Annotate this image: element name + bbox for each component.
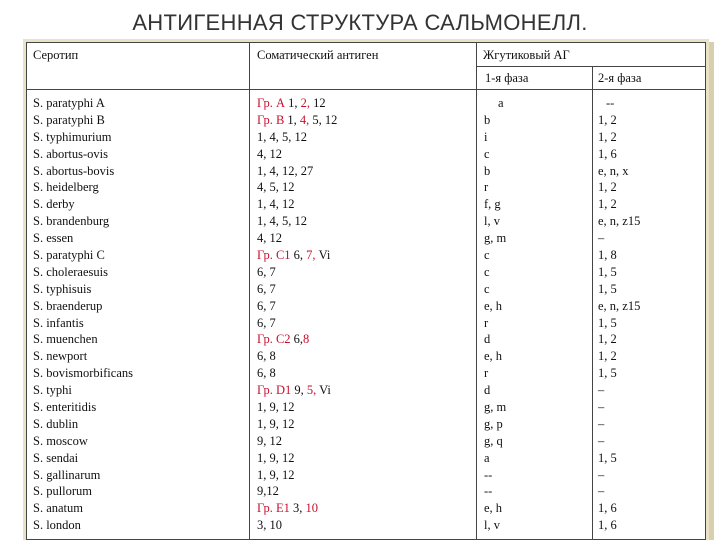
somatic-cell (257, 416, 337, 433)
phase2-cell: e, n, x (598, 163, 629, 178)
serotype-cell: S. braenderup (33, 298, 103, 313)
group-label: 5, (306, 383, 320, 398)
phase1-cell: c (484, 264, 490, 279)
col-divider-2 (476, 43, 477, 539)
antigen-value: 6, (293, 332, 304, 347)
group-label: 2, (300, 96, 314, 110)
phase1-cell: c (484, 281, 490, 296)
somatic-cell (257, 247, 337, 264)
antigen-value: 12 (313, 96, 326, 110)
phase1-cell: c (484, 146, 490, 161)
somatic-cell (257, 365, 337, 382)
phase1-cell: a (498, 96, 504, 110)
phase1-cell: d (484, 383, 491, 398)
antigen-value: 6, 8 (257, 349, 276, 364)
serotype-column (33, 95, 133, 534)
antigen-value: 6, 7 (257, 264, 276, 279)
phase2-cell: e, n, z15 (598, 298, 641, 313)
page-title: АНТИГЕННАЯ СТРУКТУРА САЛЬМОНЕЛЛ. (132, 10, 588, 35)
group-label: 4, (299, 112, 313, 127)
antigen-value: 1, 4, 5, 12 (257, 214, 307, 229)
phase1-cell: g, p (484, 416, 503, 431)
somatic-cell (257, 315, 337, 332)
serotype-cell: S. typhisuis (33, 281, 92, 296)
phase2-cell: – (598, 416, 605, 431)
phase2-cell: 1, 5 (598, 366, 617, 381)
antigen-value: 1, 9, 12 (257, 450, 295, 465)
serotype-cell: S. infantis (33, 315, 84, 330)
group-label: Гр. Е1 (257, 501, 293, 516)
antigen-value: 6, 8 (257, 366, 276, 381)
row-divider-header (27, 89, 705, 90)
somatic-column (257, 95, 337, 534)
phase1-cell: i (484, 129, 488, 144)
serotype-cell: S. pullorum (33, 484, 93, 499)
phase2-cell: 1, 5 (598, 315, 617, 330)
serotype-cell: S. abortus-ovis (33, 146, 108, 161)
header-somatic: Соматический антиген (257, 48, 379, 62)
serotype-cell: S. paratyphi B (33, 112, 105, 127)
phase1-column (484, 95, 506, 534)
antigen-value: 5, 12 (312, 112, 338, 127)
serotype-cell: S. abortus-bovis (33, 163, 115, 178)
somatic-cell (257, 281, 337, 298)
somatic-cell (257, 129, 337, 146)
antigen-value: 3, 10 (257, 518, 282, 533)
somatic-cell (257, 298, 337, 315)
serotype-cell: S. essen (33, 231, 74, 246)
antigen-value: Vi (319, 383, 331, 398)
somatic-cell (257, 95, 337, 112)
phase2-cell: 1, 2 (598, 197, 617, 212)
antigen-value: 6, (293, 248, 307, 263)
antigen-value: 9,12 (257, 484, 279, 499)
phase1-cell: e, h (484, 349, 503, 364)
somatic-cell (257, 264, 337, 281)
antigen-table (26, 42, 706, 540)
group-label: 8 (303, 332, 310, 347)
phase1-cell: g, m (484, 231, 507, 246)
serotype-cell: S. moscow (33, 433, 88, 448)
antigen-value: 9, 12 (257, 433, 282, 448)
phase2-cell: 1, 2 (598, 180, 617, 195)
phase1-cell: l, v (484, 518, 500, 533)
antigen-value: 4, 12 (257, 146, 282, 161)
antigen-value: 9, (294, 383, 307, 398)
phase2-cell: 1, 8 (598, 248, 617, 263)
somatic-cell (257, 500, 337, 517)
somatic-cell (257, 467, 337, 484)
antigen-value: 1, 4, 12, 27 (257, 163, 314, 178)
phase1-cell: f, g (484, 197, 501, 212)
group-label: 10 (305, 501, 318, 516)
phase2-cell: – (598, 433, 605, 448)
antigen-value: 1, 9, 12 (257, 416, 295, 431)
somatic-cell (257, 483, 337, 500)
col-divider-3 (592, 66, 593, 539)
phase2-cell: 1, 5 (598, 281, 617, 296)
serotype-cell: S. bovismorbificans (33, 366, 133, 381)
phase1-cell: c (484, 248, 490, 263)
phase2-cell: -- (606, 96, 615, 110)
serotype-cell: S. typhimurium (33, 129, 112, 144)
antigen-value: 3, (292, 501, 306, 516)
serotype-cell: S. dublin (33, 416, 79, 431)
phase1-cell: b (484, 112, 491, 127)
somatic-cell (257, 196, 337, 213)
antigen-value: 1, 9, 12 (257, 400, 295, 415)
phase1-cell: a (484, 450, 490, 465)
somatic-cell (257, 348, 337, 365)
somatic-cell (257, 433, 337, 450)
group-label: 7, (306, 248, 319, 263)
antigen-value: 6, 7 (257, 298, 276, 313)
col-divider-1 (249, 43, 250, 539)
group-label: Гр. В (257, 112, 288, 127)
group-label: Гр. С2 (257, 332, 294, 347)
group-label: Гр. D1 (257, 383, 295, 398)
phase2-cell: 1, 2 (598, 112, 617, 127)
phase1-cell: l, v (484, 214, 500, 229)
serotype-cell: S. muenchen (33, 332, 98, 347)
serotype-cell: S. heidelberg (33, 180, 99, 195)
phase1-cell: g, m (484, 400, 507, 415)
antigen-value: 6, 7 (257, 315, 276, 330)
phase2-cell: – (598, 383, 605, 398)
header-phase1: 1-я фаза (485, 71, 529, 85)
phase1-cell: d (484, 332, 491, 347)
antigen-value: 1, 4, 12 (257, 197, 295, 212)
somatic-cell (257, 382, 337, 399)
somatic-cell (257, 331, 337, 348)
group-label: Гр. А (257, 96, 289, 110)
serotype-cell: S. derby (33, 197, 75, 212)
serotype-cell: S. sendai (33, 450, 79, 465)
phase1-cell: e, h (484, 501, 503, 516)
serotype-cell: S. paratyphi A (33, 96, 105, 110)
phase2-cell: 1, 6 (598, 146, 617, 161)
phase1-cell: r (484, 366, 489, 381)
phase2-cell: 1, 6 (598, 501, 617, 516)
antigen-value: 4, 12 (257, 231, 282, 246)
phase2-cell: 1, 5 (598, 264, 617, 279)
somatic-cell (257, 163, 337, 180)
serotype-cell: S. london (33, 518, 81, 533)
somatic-cell (257, 146, 337, 163)
antigen-value: 6, 7 (257, 281, 276, 296)
serotype-cell: S. cholerаesuis (33, 264, 108, 279)
serotype-cell: S. newport (33, 349, 88, 364)
header-phase2: 2-я фаза (598, 71, 642, 85)
phase1-cell: e, h (484, 298, 503, 313)
phase2-cell: – (598, 400, 605, 415)
phase2-cell: 1, 2 (598, 349, 617, 364)
antigen-value: 1, 9, 12 (257, 467, 295, 482)
serotype-cell: S. typhi (33, 383, 72, 398)
phase1-cell: b (484, 163, 491, 178)
somatic-cell (257, 213, 337, 230)
somatic-cell (257, 450, 337, 467)
antigen-value: Vi (318, 248, 331, 263)
phase1-cell: g, q (484, 433, 503, 448)
phase2-cell: – (598, 484, 605, 499)
header-serotype: Серотип (33, 48, 79, 62)
phase2-cell: 1, 2 (598, 129, 617, 144)
serotype-cell: S. brandenburg (33, 214, 110, 229)
somatic-cell (257, 112, 337, 129)
row-divider-flagellar (476, 66, 706, 67)
antigen-value: 1, (287, 112, 300, 127)
phase2-cell: e, n, z15 (598, 214, 641, 229)
phase2-cell: 1, 5 (598, 450, 617, 465)
somatic-cell (257, 179, 337, 196)
phase2-cell: 1, 2 (598, 332, 617, 347)
antigen-value: 1, 4, 5, 12 (257, 129, 307, 144)
group-label: Гр. С1 (257, 248, 294, 263)
serotype-cell: S. enteritidis (33, 400, 97, 415)
phase2-cell: – (598, 231, 605, 246)
table-frame (26, 42, 706, 540)
antigen-value: 1, (288, 96, 301, 110)
phase1-cell: -- (484, 467, 493, 482)
header-flagellar: Жгутиковый АГ (483, 48, 570, 62)
antigen-value: 4, 5, 12 (257, 180, 295, 195)
phase2-column (598, 95, 640, 534)
somatic-cell (257, 399, 337, 416)
serotype-cell: S. paratyphi C (33, 248, 105, 263)
phase2-cell: – (598, 467, 605, 482)
phase1-cell: r (484, 315, 489, 330)
serotype-cell: S. anatum (33, 501, 83, 516)
serotype-cell: S. gallinarum (33, 467, 101, 482)
phase1-cell: -- (484, 484, 493, 499)
somatic-cell (257, 517, 337, 534)
phase1-cell: r (484, 180, 489, 195)
somatic-cell (257, 230, 337, 247)
phase2-cell: 1, 6 (598, 518, 617, 533)
